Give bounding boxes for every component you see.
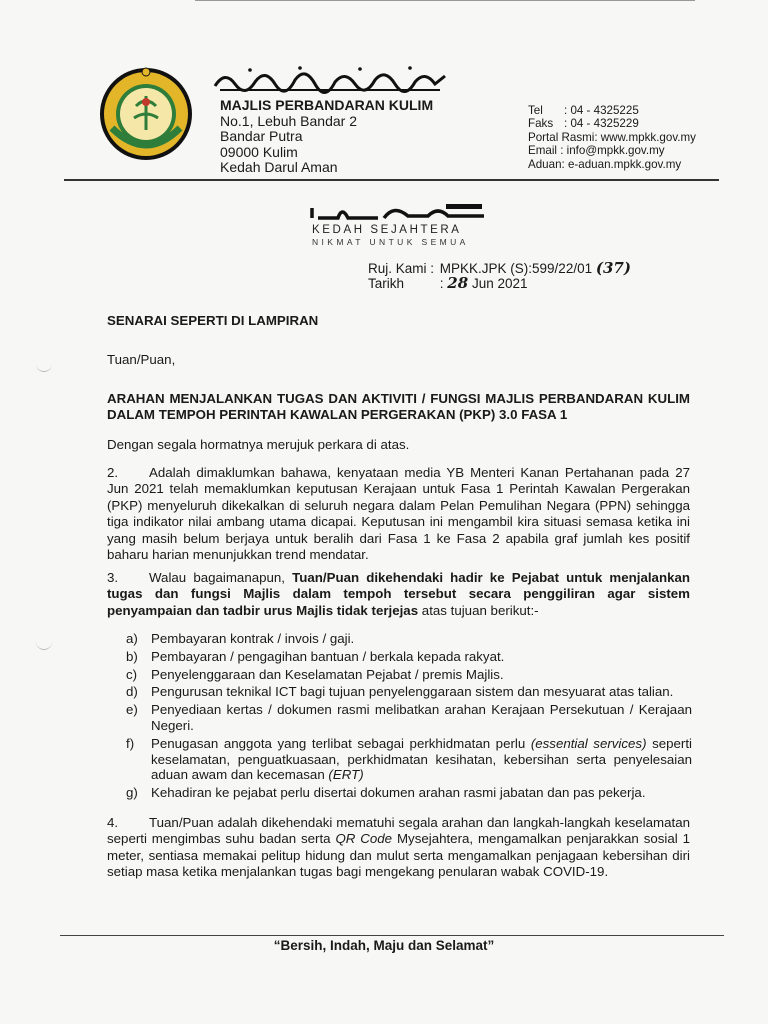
text-span: 28 bbox=[447, 274, 469, 292]
opening-line: Dengan segala hormatnya merujuk perkara di atas. bbox=[107, 437, 410, 452]
text-span: Walau bagaimanapun, bbox=[149, 570, 293, 585]
reference-block bbox=[368, 261, 631, 291]
footer-motto: “Bersih, Indah, Maju dan Selamat” bbox=[273, 938, 495, 953]
scan-edge-line bbox=[195, 0, 695, 1]
text-span: Ruj. Kami : bbox=[368, 261, 435, 276]
paragraph-4 bbox=[107, 815, 690, 881]
text-span: g) bbox=[126, 785, 138, 801]
text-span: Penyediaan kertas / dokumen rasmi melibatkan arahan Kerajaan Persekutuan / Kerajaan Negeri. bbox=[151, 702, 692, 733]
paragraph-3 bbox=[107, 570, 690, 619]
text-span: b) bbox=[126, 648, 138, 664]
list-item bbox=[126, 684, 692, 700]
footer-divider bbox=[60, 935, 724, 936]
text-span: Tel bbox=[528, 104, 543, 117]
text-span: atas tujuan berikut:- bbox=[418, 602, 539, 618]
text-span: Penyelenggaraan dan Keselamatan Pejabat / premis Majlis. bbox=[151, 666, 504, 682]
list-item bbox=[126, 667, 692, 683]
text-span: Penugasan anggota yang terlibat sebagai perkhidmatan perlu bbox=[151, 735, 531, 751]
kedah-sejahtera-title: KEDAH SEJAHTERA bbox=[312, 224, 462, 236]
text-span: QR Code bbox=[335, 831, 393, 847]
text-span: Tuan/Puan dikehendaki hadir ke Pejabat untuk menjalankan tugas dan fungsi Majlis dalam tempoh tersebut secara penggiliran agar sistem penyampaian dan tadbir urus Majlis tidak terjejas bbox=[107, 570, 690, 618]
text-span: Mysejahtera, mengamalkan penjarakkan sosial 1 meter, sentiasa memakai pelitup hidung dan mulut serta mengamalkan penjagaan kebersihan diri setiap masa ketika menjalankan tugas bagi mengekang penularan wabak COVID-19. bbox=[107, 831, 690, 880]
list-item bbox=[126, 736, 692, 783]
contact-complaint: Aduan: e-aduan.mpkk.gov.my bbox=[528, 157, 682, 171]
text-span: d) bbox=[126, 684, 138, 700]
kedah-sejahtera-logo bbox=[308, 200, 488, 222]
salutation: Tuan/Puan, bbox=[107, 352, 176, 367]
paragraph-2 bbox=[107, 465, 690, 563]
text-span: Pembayaran / pengagihan bantuan / berkala kepada rakyat. bbox=[151, 648, 505, 664]
purpose-list bbox=[126, 631, 692, 803]
text-span: 3. bbox=[107, 570, 119, 585]
text-span: seperti keselamatan, penguatkuasaan, perkhidmatan kesihatan, kebersihan serta penyelesaian aduan awam dan kecemasan bbox=[151, 735, 693, 783]
contact-tel bbox=[528, 104, 696, 117]
address-line: No.1, Lebuh Bandar 2 bbox=[220, 112, 357, 129]
address-line: Bandar Putra bbox=[220, 128, 303, 145]
text-span: a) bbox=[126, 631, 138, 646]
text-span: : 04 - 4325225 bbox=[564, 104, 639, 117]
contact-portal: Portal Rasmi: www.mpkk.gov.my bbox=[528, 130, 696, 144]
text-span: (essential services) bbox=[530, 735, 647, 751]
text-span: Adalah dimaklumkan bahawa, kenyataan media YB Menteri Kanan Pertahanan pada 27 Jun 2021 telah memaklumkan keputusan Kerajaan untuk Fasa 1 Perintah Kawalan Pergerakan (PKP) menyeluruh dikekalkan di seluruh negara dalam Pelan Pemulihan Negara (PPN) sehingga tiga indikator nilai ambang utama dicapai. Keputusan ini mengambil kira situasi semasa ketika ini yang masih belum berjaya untuk beralih dari Fasa 1 ke Fasa 2 apabila graf jumlah kes positif baharu harian menunjukkan trend mendatar. bbox=[107, 465, 690, 563]
letterhead-divider bbox=[64, 179, 719, 181]
kedah-sejahtera-subtitle: NIKMAT UNTUK SEMUA bbox=[312, 237, 469, 247]
text-span: c) bbox=[126, 666, 138, 682]
jawi-title bbox=[210, 62, 450, 96]
text-span: e) bbox=[126, 702, 138, 718]
punch-hole-mark bbox=[36, 362, 52, 372]
text-span: : bbox=[439, 276, 444, 291]
contact-email: Email : info@mpkk.gov.my bbox=[528, 144, 665, 158]
text-span: Kehadiran ke pejabat perlu disertai dokumen arahan rasmi jabatan dan pas pekerja. bbox=[151, 785, 646, 801]
reference-date bbox=[368, 276, 631, 291]
text-span: f) bbox=[126, 735, 135, 751]
address-line: Kedah Darul Aman bbox=[220, 159, 338, 176]
list-item bbox=[126, 631, 692, 647]
text-span: 4. bbox=[107, 815, 119, 830]
list-item bbox=[126, 785, 692, 801]
subject-heading: ARAHAN MENJALANKAN TUGAS DAN AKTIVITI / FUNGSI MAJLIS PERBANDARAN KULIM DALAM TEMPOH PERINTAH KAWALAN PERGERAKAN (PKP) 3.0 FASA 1 bbox=[107, 391, 690, 423]
contact-details bbox=[528, 104, 696, 171]
address-line: 09000 Kulim bbox=[220, 143, 298, 160]
organisation-name: MAJLIS PERBANDARAN KULIM bbox=[220, 97, 434, 113]
text-span: MPKK.JPK (S):599/22/01 bbox=[439, 261, 593, 276]
organisation-address bbox=[220, 98, 433, 176]
punch-hole-mark bbox=[36, 640, 52, 650]
text-span: 2. bbox=[107, 465, 119, 480]
contact-fax bbox=[528, 117, 696, 130]
text-span: (37) bbox=[595, 259, 631, 277]
text-span: Pembayaran kontrak / invois / gaji. bbox=[151, 631, 355, 646]
text-span: Jun 2021 bbox=[471, 276, 528, 291]
reference-number bbox=[368, 261, 631, 276]
council-seal-logo bbox=[98, 66, 194, 162]
text-span: Tarikh bbox=[368, 276, 405, 291]
text-span: : 04 - 4325229 bbox=[564, 117, 639, 131]
text-span: Pengurusan teknikal ICT bagi tujuan penyelenggaraan sistem dan mesyuarat atas talian. bbox=[151, 684, 674, 700]
list-item bbox=[126, 702, 692, 734]
text-span: (ERT) bbox=[328, 767, 364, 783]
text-span: Tuan/Puan adalah dikehendaki mematuhi segala arahan dan langkah-langkah keselamatan seperti mengimbas suhu badan serta bbox=[107, 815, 690, 847]
recipient-line: SENARAI SEPERTI DI LAMPIRAN bbox=[107, 313, 319, 328]
list-item bbox=[126, 649, 692, 665]
text-span: Faks bbox=[528, 117, 554, 131]
